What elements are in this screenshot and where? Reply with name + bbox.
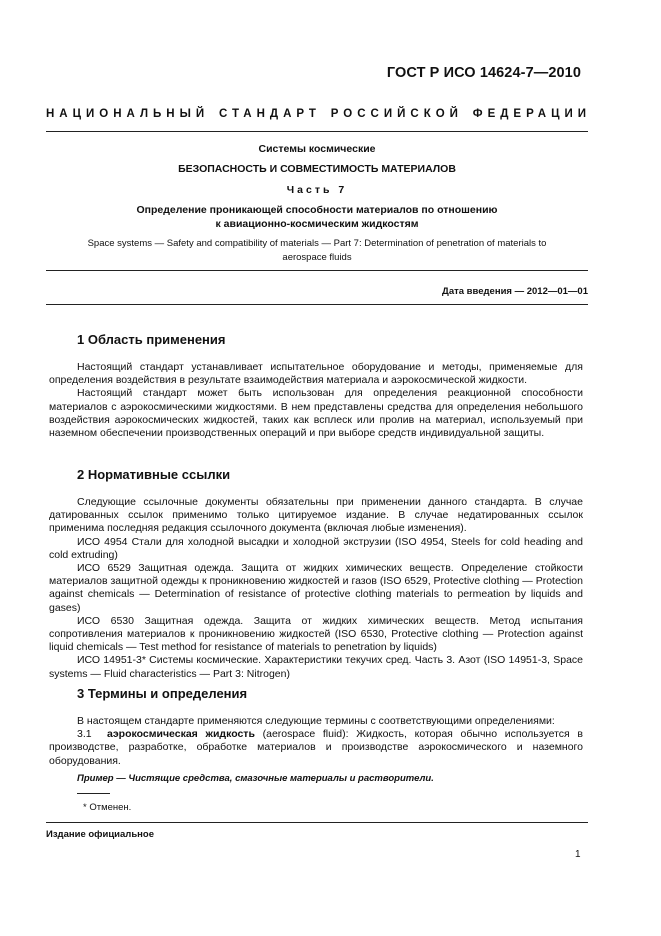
banner-word-4: ФЕДЕРАЦИИ: [472, 108, 591, 120]
title-rule: [46, 270, 588, 271]
page-number: 1: [575, 849, 581, 860]
section-1-heading: 1 Область применения: [77, 332, 226, 347]
english-title: [46, 237, 588, 265]
title-line-1: Системы космические: [258, 143, 376, 155]
banner-word-1: НАЦИОНАЛЬНЫЙ: [46, 108, 210, 120]
date-rule: [46, 304, 588, 305]
normative-reference-1: ИСО 4954 Стали для холодной высадки и холодной экструзии (ISO 4954, Steels for cold heading and cold extruding): [49, 535, 583, 561]
standard-number: ГОСТ Р ИСО 14624-7—2010: [386, 65, 581, 81]
banner-word-2: СТАНДАРТ: [218, 108, 321, 120]
footnote: * Отменен.: [83, 802, 132, 813]
section-3-paragraph-1: В настоящем стандарте применяются следующие термины с соответствующими определениями:: [77, 715, 555, 727]
term-number: 3.1: [77, 728, 92, 741]
section-3-heading: 3 Термины и определения: [77, 686, 248, 701]
normative-reference-4: ИСО 14951-3* Системы космические. Характеристики текучих сред. Часть 3. Азот (ISO 14951-3, Space systems — Fluid characteristics — Part 3: Nitrogen): [49, 654, 583, 680]
banner-word-3: РОССИЙСКОЙ: [330, 108, 463, 120]
subtitle-line-2: к авиационно-космическим жидкостям: [215, 218, 419, 230]
subtitle-line-1: Определение проникающей способности материалов по отношению: [136, 204, 498, 216]
term-definition-text: (aerospace fluid): Жидкость, которая обычно используется в производстве, разработке, обработке материалов и производстве аэрокосмического и наземного оборудования.: [49, 728, 584, 767]
official-edition-label: Издание официальное: [46, 829, 154, 840]
national-standard-banner: [46, 108, 591, 120]
section-3-body: [49, 715, 583, 768]
english-title-line-1: Space systems — Safety and compatibility of materials — Part 7: Determination of penetration of materials to: [87, 238, 547, 249]
section-1-paragraph-2: Настоящий стандарт может быть использован для определения реакционной способности материалов с аэрокосмическими жидкостями. В нем представлены средства для определения небольшого воздействия аэрокосмических жидкостей, таких как всплеск или пролив на материал, используемый при наземном обеспечении производственных операций и при выборе средств индивидуальной защиты.: [49, 387, 583, 440]
section-2-body: [49, 496, 583, 681]
section-2-paragraph-1: Следующие ссылочные документы обязательны при применении данного стандарта. В случае датированных ссылок применимо только цитируемое издание. В случае недатированных ссылок применима последняя редакция ссылочного документа (включая любые изменения).: [49, 496, 583, 535]
title-line-2: БЕЗОПАСНОСТЬ И СОВМЕСТИМОСТЬ МАТЕРИАЛОВ: [178, 163, 456, 175]
normative-reference-2: ИСО 6529 Защитная одежда. Защита от жидких химических веществ. Определение стойкости материалов защитной одежды к проникновению жидкостей и газов (ISO 6529, Protective clothing — Protection against chemicals — Determination of resistance of protective clothing materials to permeation by liquids and gases): [49, 562, 583, 614]
introduction-date: Дата введения — 2012—01—01: [442, 286, 588, 297]
title-part: Часть 7: [286, 184, 348, 196]
example-note: [77, 773, 434, 784]
footer-rule: [46, 822, 588, 823]
english-title-line-2: aerospace fluids: [282, 252, 352, 263]
section-1-paragraph-1: Настоящий стандарт устанавливает испытательное оборудование и методы, применяемые для определения воздействия в результате взаимодействия материала и аэрокосмической жидкости.: [49, 361, 583, 387]
example-text: Чистящие средства, смазочные материалы и растворители.: [125, 773, 434, 784]
term-name: аэрокосмическая жидкость: [107, 728, 255, 741]
example-label: Пример —: [77, 773, 126, 784]
section-1-body: [49, 361, 583, 440]
normative-reference-3: ИСО 6530 Защитная одежда. Защита от жидких химических веществ. Метод испытания сопротивления материалов к проникновению жидкостей (ISO 6530, Protective clothing — Protection against liquid chemicals — Test method for resistance of materials to penetration by liquids): [49, 614, 583, 654]
term-definition: [49, 728, 583, 768]
section-2-heading: 2 Нормативные ссылки: [77, 467, 231, 482]
footnote-separator: [77, 793, 110, 794]
banner-rule: [46, 131, 588, 132]
title-subtitle: [46, 203, 588, 231]
